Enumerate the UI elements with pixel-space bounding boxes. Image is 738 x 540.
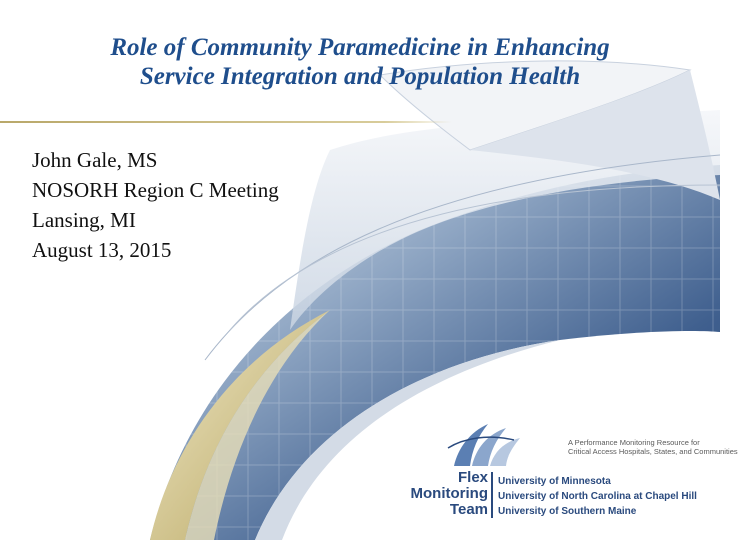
logo-wave-mark	[444, 418, 524, 470]
university-1: University of Minnesota	[498, 476, 611, 487]
flex-monitoring-team-logo	[392, 418, 738, 528]
logo-wordmark	[411, 470, 488, 518]
logo-tagline	[568, 438, 738, 456]
tagline-line-1: A Performance Monitoring Resource for	[568, 438, 700, 447]
presenter-info	[32, 145, 279, 265]
meeting-date: August 13, 2015	[32, 238, 172, 262]
meeting-name: NOSORH Region C Meeting	[32, 178, 279, 202]
wordmark-flex: Flex	[457, 469, 488, 486]
meeting-location: Lansing, MI	[32, 208, 136, 232]
presenter-name: John Gale, MS	[32, 148, 158, 172]
title-line-2: Service Integration and Population Health	[139, 63, 581, 90]
university-2: University of North Carolina at Chapel Hill	[498, 491, 697, 502]
university-3: University of Southern Maine	[498, 506, 637, 517]
slide-title	[0, 33, 720, 91]
university-list	[498, 474, 697, 519]
title-divider	[0, 121, 452, 123]
wordmark-monitoring: Monitoring	[410, 485, 488, 502]
tagline-line-2: Critical Access Hospitals, States, and Communities	[568, 447, 738, 456]
logo-divider	[491, 472, 493, 518]
title-line-1: Role of Community Paramedicine in Enhancing	[110, 34, 610, 61]
wordmark-team: Team	[449, 501, 488, 518]
